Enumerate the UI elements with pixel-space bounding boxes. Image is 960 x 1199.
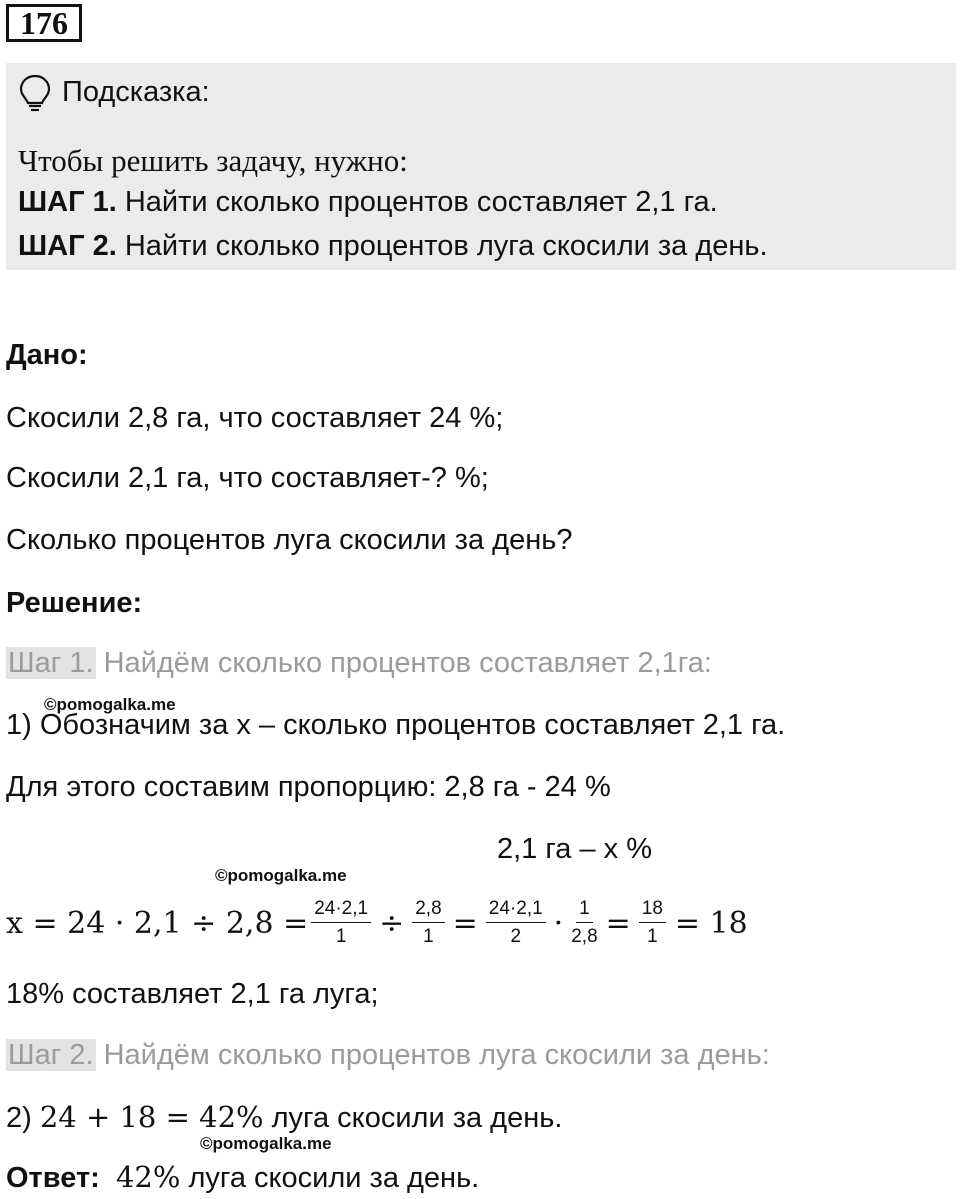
watermark: ©pomogalka.me: [200, 1134, 332, 1153]
step2-text: Найдём сколько процентов луга скосили за день:: [95, 1039, 770, 1071]
fraction-numerator: 1: [576, 898, 593, 923]
answer-text: луга скосили за день.: [180, 1162, 480, 1194]
lightbulb-icon: [18, 73, 52, 113]
answer-line: [6, 1160, 479, 1195]
operator: =: [605, 905, 631, 941]
operator: ÷: [379, 905, 405, 941]
step2-math: 24 + 18 = 42%: [39, 1100, 264, 1134]
hint-step-label: ШАГ 2.: [18, 230, 117, 262]
equation-result: = 18: [674, 905, 748, 941]
hint-step-text: Найти сколько процентов составляет 2,1 га.: [116, 186, 718, 218]
step2-text-tail: луга скосили за день.: [263, 1102, 563, 1134]
step1-conclusion: 18% составляет 2,1 га луга;: [6, 978, 379, 1010]
answer-math: 42%: [115, 1160, 181, 1194]
step2-label: Шаг 2.: [8, 1039, 94, 1071]
fraction: [311, 898, 371, 948]
hint-title: Подсказка:: [62, 76, 210, 108]
hint-intro: Чтобы решить задачу, нужно:: [18, 143, 408, 178]
fraction: [412, 898, 444, 948]
given-line: Скосили 2,8 га, что составляет 24 %;: [6, 402, 504, 434]
solution-heading: Решение:: [6, 587, 143, 619]
fraction: [571, 898, 597, 948]
fraction: [639, 898, 666, 948]
operator: ·: [553, 905, 564, 941]
fraction-numerator: 18: [639, 898, 666, 923]
fraction-denominator: 1: [335, 926, 347, 947]
fraction-denominator: 1: [423, 926, 434, 947]
step1-line1: 1) Обозначим за x – сколько процентов составляет 2,1 га.: [6, 709, 786, 741]
step1-heading: [6, 647, 712, 680]
step2-line: [6, 1100, 562, 1135]
hint-step-label: ШАГ 1.: [18, 186, 117, 218]
fraction-denominator: 2: [510, 926, 522, 947]
equation: [6, 888, 748, 958]
hint-step-2: [18, 230, 768, 263]
step1-line2: Для этого составим пропорцию: 2,8 га - 24 %: [6, 771, 611, 803]
step1-line3: 2,1 га – x %: [497, 833, 653, 865]
hint-step-text: Найти сколько процентов луга скосили за день.: [116, 230, 768, 262]
answer-label: Ответ:: [6, 1162, 100, 1194]
given-line: Сколько процентов луга скосили за день?: [6, 524, 573, 556]
fraction-numerator: 2,8: [412, 898, 444, 923]
fraction-numerator: 24·2,1: [311, 898, 371, 923]
fraction-denominator: 2,8: [571, 926, 598, 947]
fraction-numerator: 24·2,1: [486, 898, 546, 923]
fraction-denominator: 1: [647, 926, 658, 947]
fraction: [486, 898, 546, 948]
step1-text: Найдём сколько процентов составляет 2,1га:: [95, 647, 712, 679]
watermark: ©pomogalka.me: [215, 866, 347, 885]
watermark: ©pomogalka.me: [44, 695, 176, 714]
hint-step-1: [18, 186, 718, 219]
step2-prefix: 2): [6, 1102, 40, 1134]
given-heading: Дано:: [6, 339, 88, 371]
step2-heading: [6, 1039, 770, 1072]
problem-number: 176: [6, 4, 82, 42]
step1-label: Шаг 1.: [8, 647, 94, 679]
equation-lhs: x = 24 · 2,1 ÷ 2,8 =: [6, 905, 309, 941]
operator: =: [452, 905, 478, 941]
given-line: Скосили 2,1 га, что составляет-? %;: [6, 462, 489, 494]
